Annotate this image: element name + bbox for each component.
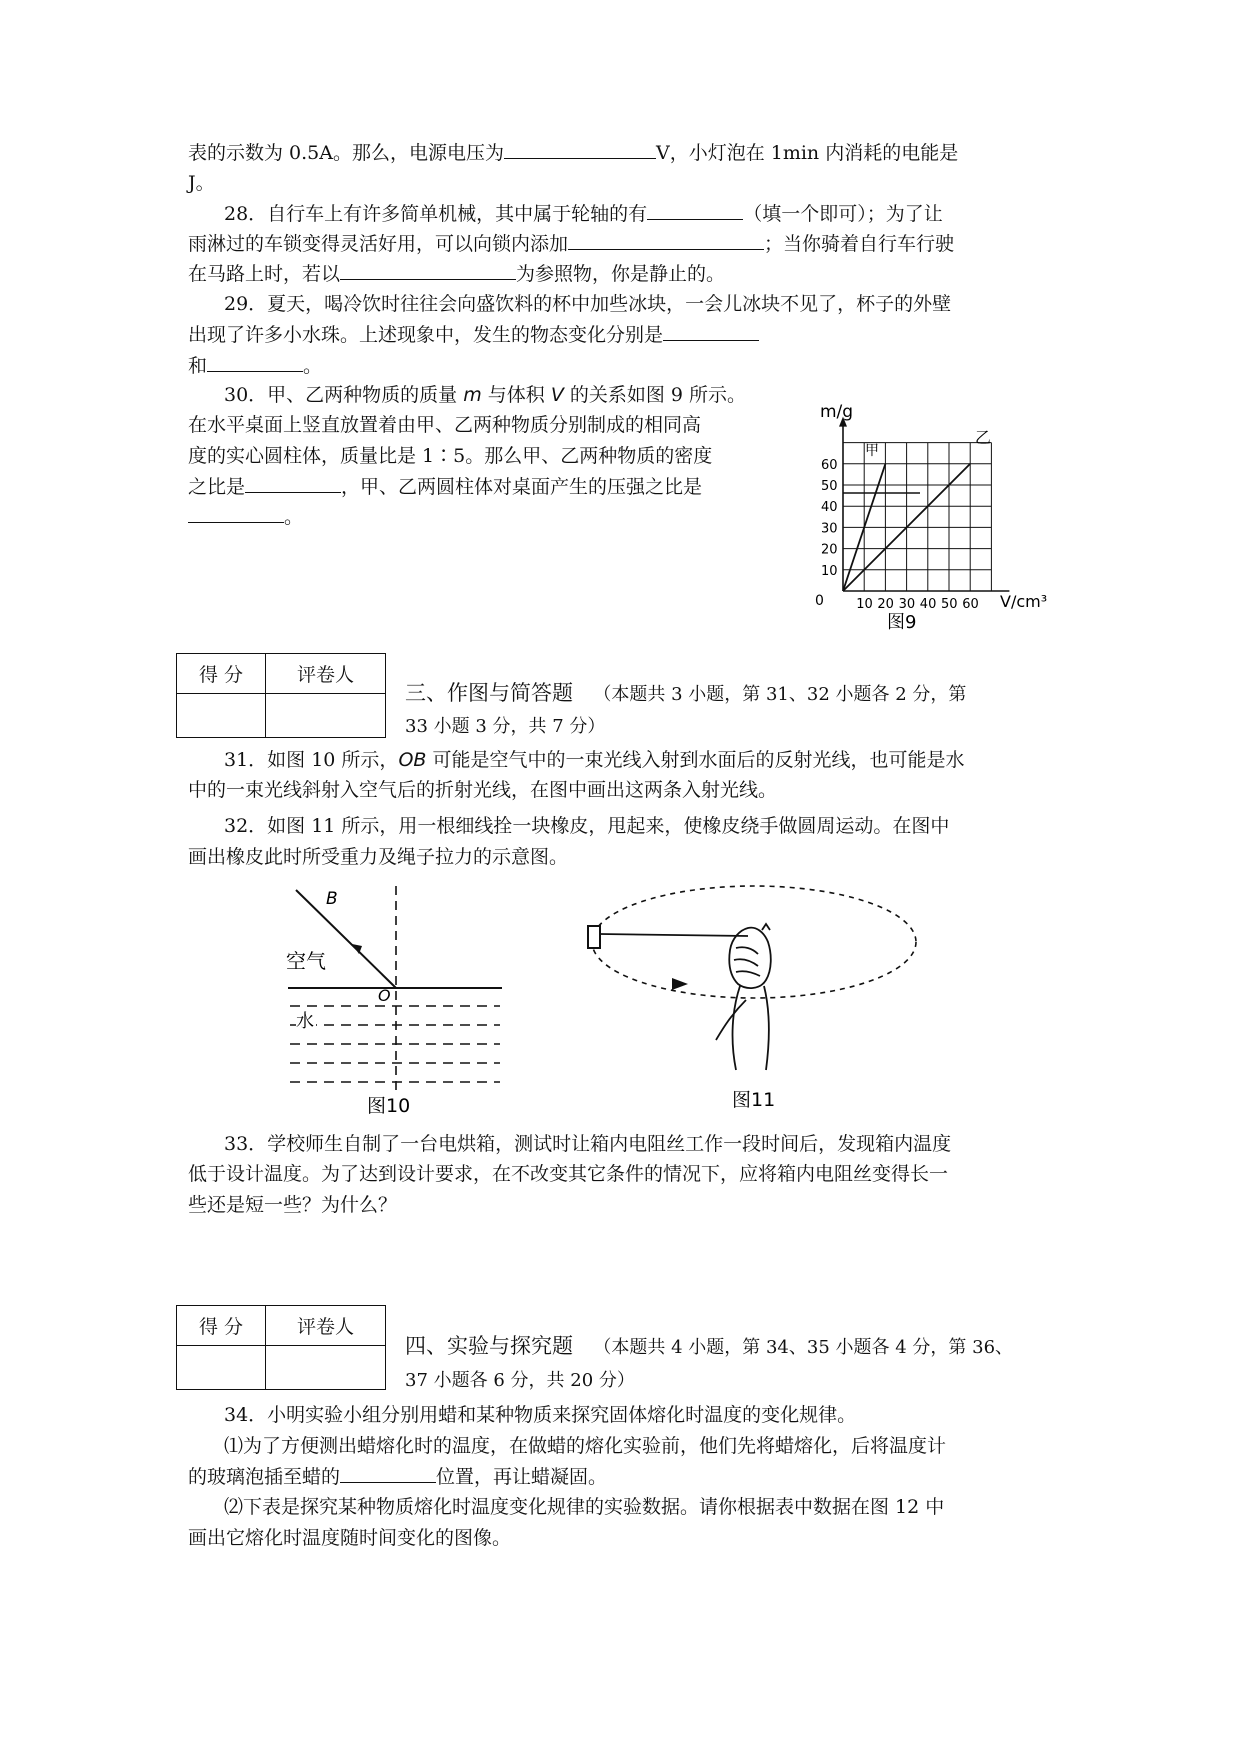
q30-text-e: ，甲、乙两圆柱体对桌面产生的压强之比是 [341,476,703,498]
section3-title: 三、作图与简答题 [405,681,573,705]
score-label: 得 分 [177,654,266,694]
q31-text-b: 可能是空气中的一束光线入射到水面后的反射光线，也可能是水 [426,749,965,771]
q27-text-c: J。 [188,172,215,194]
q29-text-c: 。 [303,355,323,377]
figure11-string [600,934,748,936]
q34-sub2-line1: ⑵下表是探究某种物质熔化时温度变化规律的实验数据。请你根据表中数据在图 12 中 [224,1496,945,1518]
figure9-label-jia: 甲 [865,443,879,459]
q29-text-b: 和 [188,355,208,377]
q34-text-b: 位置，再让蜡凝固。 [436,1466,608,1488]
figure9-ytick-label: 10 [821,563,838,579]
q30-line5 [188,504,303,529]
figure9-xtick-label: 30 [898,597,916,612]
q28-text-b: （填一个即可）；为了让 [743,203,943,225]
q31-line2: 中的一束光线斜射入空气后的折射光线，在图中画出这两条入射光线。 [188,779,778,801]
figure9-xtick-label: 50 [941,597,958,612]
q28-text-c: 雨淋过的车锁变得灵活好用，可以向锁内添加 [188,233,569,255]
q30-text-f: 。 [284,506,304,528]
q27-voltage-blank[interactable] [504,140,656,159]
q31-ob-symbol: OB [398,749,427,771]
figure10-light-refraction [282,884,512,1116]
q30-line2: 在水平桌面上竖直放置着由甲、乙两种物质分别制成的相同高 [188,414,702,436]
figure11-circular-motion [580,880,930,1120]
figure9-xlabel: V/cm³ [1000,592,1048,611]
q34-sub1-line1: ⑴为了方便测出蜡熔化时的温度，在做蜡的熔化实验前，他们先将蜡熔化，后将温度计 [224,1435,947,1457]
q28-reference-blank[interactable] [340,261,516,280]
q30-line3: 度的实心圆柱体，质量比是 1∶5。那么甲、乙两种物质的密度 [188,445,713,467]
q28-text-e: 在马路上时，若以 [188,263,341,285]
q28-lubricant-blank[interactable] [568,231,764,250]
q28-wheel-axle-blank[interactable] [647,201,743,220]
figure9-xtick-label: 40 [919,597,937,612]
q30-line4 [188,474,702,499]
figure9-ylabel: m/g [820,402,854,422]
q27-line1 [188,140,958,165]
q29-change2-blank[interactable] [207,353,303,372]
figure10-water-lines [290,1006,500,1082]
section3-note-line2 [405,712,605,740]
q34-sub1-line2 [188,1464,607,1489]
q27-line2 [188,170,215,195]
figure9-xtick-label: 20 [877,597,894,612]
q29-line1: 29．夏天，喝冷饮时往往会向盛饮料的杯中加些冰块，一会儿冰块不见了，杯子的外壁 [224,293,952,315]
q28-text-d: ；当你骑着自行车行驶 [764,233,955,255]
figure9-ytick-label: 60 [821,457,838,473]
q30-pressure-blank[interactable] [188,504,284,523]
section4-note-line2 [405,1366,635,1394]
q29-line3 [188,353,322,378]
figure9-xtick-label: 60 [962,597,979,612]
figure10-ray-ob [296,890,396,988]
score-input-cell[interactable] [177,694,266,738]
q29-line2 [188,322,759,347]
section4-title: 四、实验与探究题 [405,1334,573,1358]
q30-m-symbol: m [463,384,482,406]
figure9-origin: 0 [815,593,824,609]
score-table-section4 [176,1305,386,1390]
score-label: 得 分 [177,1306,266,1346]
q28-text-a: 28．自行车上有许多简单机械，其中属于轮轴的有 [224,203,648,225]
q32-line1: 32．如图 11 所示，用一根细线拴一块橡皮，甩起来，使橡皮绕手做圆周运动。在图中 [224,815,950,837]
q34-sub2-line2: 画出它熔化时温度随时间变化的图像。 [188,1527,512,1549]
figure9-caption: 图9 [887,612,917,633]
section4-header [405,1333,1013,1361]
figure9-ytick-label: 40 [821,500,838,516]
figure9-label-yi: 乙 [975,428,992,447]
q28-line2 [188,231,954,256]
q30-text-c: 的关系如图 9 所示。 [563,384,747,406]
grader-label: 评卷人 [266,654,386,694]
figure10-label-b: B [326,889,338,909]
q29-change1-blank[interactable] [663,322,759,341]
q30-line1 [224,383,746,407]
grader-input-cell[interactable] [266,1346,386,1390]
q30-text-d: 之比是 [188,476,246,498]
q28-line3 [188,261,725,286]
score-table-section3 [176,653,386,738]
q30-density-blank[interactable] [245,474,341,493]
q27-text-b: V，小灯泡在 1min 内消耗的电能是 [655,142,959,164]
q34-text-a: 的玻璃泡插至蜡的 [188,1466,341,1488]
q34-position-blank[interactable] [340,1464,436,1483]
q30-v-symbol: V [550,384,564,406]
figure9-xtick-label: 10 [856,597,873,612]
section3-note1: （本题共 3 小题，第 31、32 小题各 2 分，第 [593,684,967,705]
section3-header [405,680,966,708]
figure11-orbit [592,886,916,998]
figure10-label-o: O [378,986,391,1005]
section4-note2: 37 小题各 6 分，共 20 分） [405,1370,635,1391]
q30-text-b: 与体积 [481,384,551,406]
figure10-label-air: 空气 [286,949,326,973]
q32-line2: 画出橡皮此时所受重力及绳子拉力的示意图。 [188,846,569,868]
q33-line1: 33．学校师生自制了一台电烘箱，测试时让箱内电阻丝工作一段时间后，发现箱内温度 [224,1133,952,1155]
section3-note2: 33 小题 3 分，共 7 分） [405,716,606,737]
q34-line1: 34．小明实验小组分别用蜡和某种物质来探究固体熔化时温度的变化规律。 [224,1404,857,1426]
q27-text-a: 表的示数为 0.5A。那么，电源电压为 [188,142,504,164]
figure9-ytick-label: 50 [821,479,838,494]
q28-line1 [224,201,943,226]
grader-input-cell[interactable] [266,694,386,738]
grader-label: 评卷人 [266,1306,386,1346]
figure10-caption: 图10 [367,1095,411,1116]
figure11-direction-arrow [672,978,688,990]
section4-note1: （本题共 4 小题，第 34、35 小题各 4 分，第 36、 [593,1337,1014,1358]
score-input-cell[interactable] [177,1346,266,1390]
figure11-caption: 图11 [732,1089,776,1111]
figure9-mass-volume-chart [795,395,1055,635]
q29-text-a: 出现了许多小水珠。上述现象中，发生的物态变化分别是 [188,324,664,346]
q30-text-a: 30．甲、乙两种物质的质量 [224,384,464,406]
q33-line3: 些还是短一些？为什么？ [188,1194,398,1216]
figure11-eraser [588,926,600,948]
figure10-label-water: 水 [296,1011,314,1032]
q33-line2: 低于设计温度。为了达到设计要求，在不改变其它条件的情况下，应将箱内电阻丝变得长一 [188,1163,949,1185]
q31-text-a: 31．如图 10 所示， [224,749,399,771]
figure9-ytick-label: 30 [821,521,838,537]
figure9-ytick-label: 20 [821,542,838,558]
q31-line1 [224,748,964,772]
q28-text-f: 为参照物，你是静止的。 [516,263,726,285]
